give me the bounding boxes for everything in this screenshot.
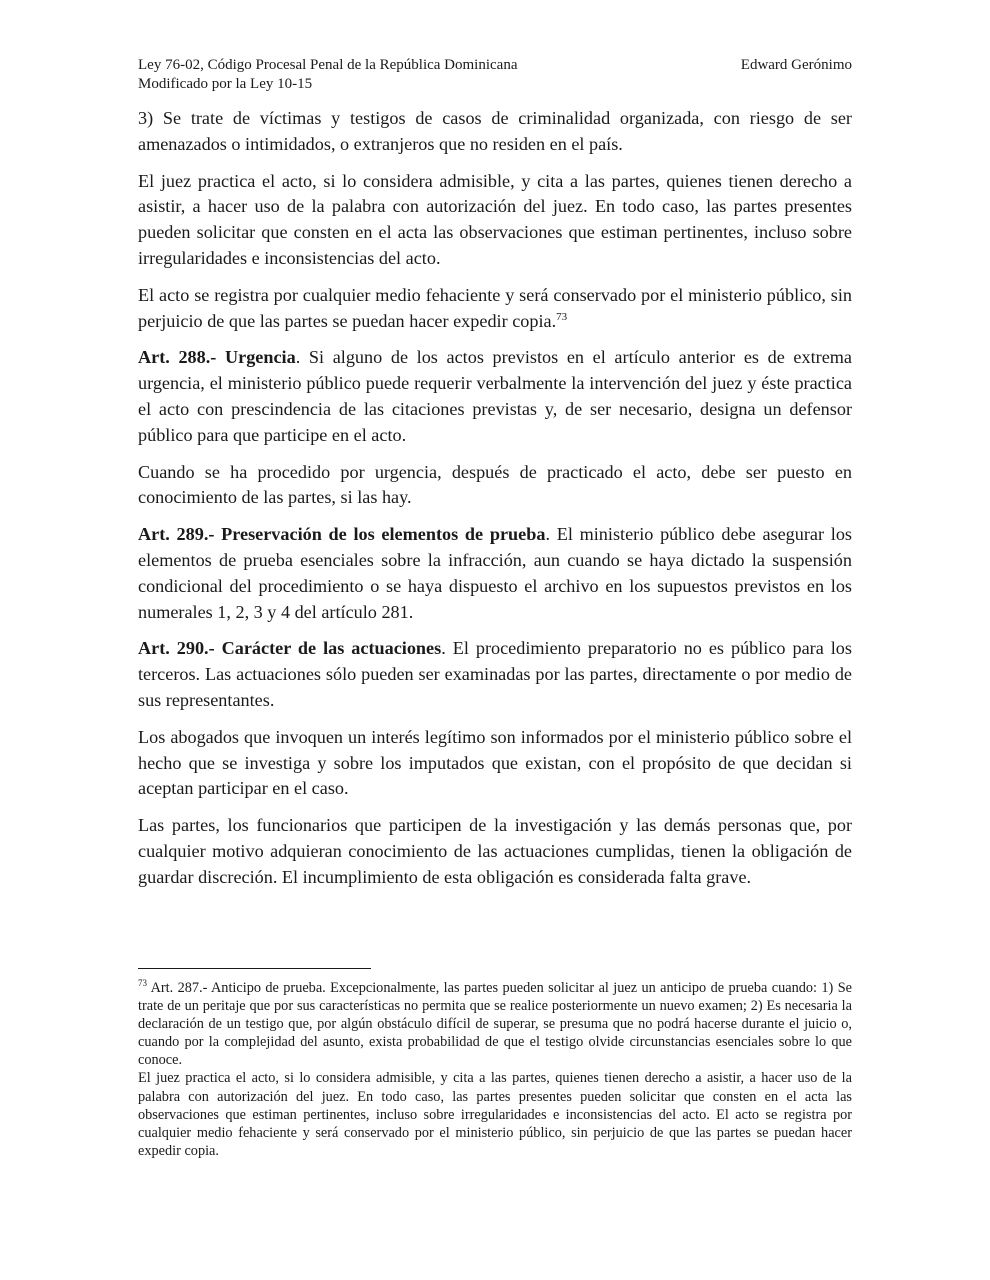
paragraph-act-registration-text: El acto se registra por cualquier medio fehaciente y será conservado por el ministerio público, sin perjuicio de que las partes se puedan hacer expedir copia. [138, 284, 852, 331]
article-290 [138, 636, 852, 713]
footnote-number: 73 [138, 978, 147, 989]
article-288-title: Art. 288.- Urgencia [138, 347, 296, 368]
article-289-text: . El ministerio público debe asegurar los elementos de prueba esenciales sobre la infracción, aun cuando se haya dictado la suspensión condicional del procedimiento o se haya dispuesto el archivo en los supuestos previstos en los numerales 1, 2, 3 y 4 del artículo 281. [138, 524, 852, 622]
paragraph-victims-witnesses: 3) Se trate de víctimas y testigos de casos de criminalidad organizada, con riesgo de ser amenazados o intimidados, o extranjeros que no residen en el país. [138, 108, 852, 154]
paragraph-urgency-procedure: Cuando se ha procedido por urgencia, después de practicado el acto, debe ser puesto en conocimiento de las partes, si las hay. [138, 461, 852, 508]
footnote-reference[interactable]: 73 [556, 310, 568, 323]
article-290-title: Art. 290.- Carácter de las actuaciones [138, 638, 442, 659]
article-288 [138, 345, 852, 448]
footnote-text-1: Art. 287.- Anticipo de prueba. Excepcionalmente, las partes pueden solicitar al juez un anticipo de prueba cuando: 1) Se trate de un peritaje que por sus características no permita que se realice posteriormente un nuevo examen; 2) Es necesaria la declaración de un testigo que, por algún obstáculo difícil de superar, se presuma que no podrá hacerse durante el juicio o, cuando por la complejidad del asunto, exista probabilidad de que el testigo olvide circunstancias esenciales sobre lo que conoce. [138, 980, 852, 1069]
article-290-text: . El procedimiento preparatorio no es público para los terceros. Las actuaciones sólo pueden ser examinadas por las partes, directamente o por medio de sus representantes. [138, 638, 852, 710]
footnote-paragraph-1 [138, 979, 852, 1069]
paragraph-discretion-obligation: Las partes, los funcionarios que participen de la investigación y las demás personas que, por cualquier motivo adquieran conocimiento de las actuaciones cumplidas, tienen la obligación de guardar discreción. El incumplimiento de esta obligación es considerada falta grave. [138, 815, 852, 887]
document-page [138, 56, 852, 902]
page-header [138, 56, 852, 94]
footnote-separator [138, 968, 371, 969]
header-title-line2: Modificado por la Ley 10-15 [138, 76, 313, 92]
header-author: Edward Gerónimo [740, 57, 852, 73]
header-title-line1: Ley 76-02, Código Procesal Penal de la República Dominicana [138, 57, 518, 73]
paragraph-act-registration [138, 283, 852, 335]
paragraph-judge-practice: El juez practica el acto, si lo considera admisible, y cita a las partes, quienes tienen derecho a asistir, a hacer uso de la palabra con autorización del juez. En todo caso, las partes presentes pueden solicitar que consten en el acta las observaciones que estiman pertinentes, incluso sobre irregularidades e inconsistencias del acto. [138, 170, 852, 268]
article-289 [138, 522, 852, 625]
footnote-paragraph-2: El juez practica el acto, si lo considera admisible, y cita a las partes, quienes tienen derecho a asistir, a hacer uso de la palabra con autorización del juez. En todo caso, las partes presentes pueden solicitar que consten en el acta las observaciones que estiman pertinentes, incluso sobre irregularidades e inconsistencias del acto. El acto se registra por cualquier medio fehaciente y será conservado por el ministerio público, sin perjuicio de que las partes se puedan hacer expedir copia. [138, 1070, 852, 1159]
article-288-text: . Si alguno de los actos previstos en el artículo anterior es de extrema urgencia, el ministerio público puede requerir verbalmente la intervención del juez y éste practica el acto con prescindencia de las citaciones previstas y, de ser necesario, designa un defensor público para que participe en el acto. [138, 347, 852, 445]
paragraph-lawyers-informed: Los abogados que invoquen un interés legítimo son informados por el ministerio público sobre el hecho que se investiga y sobre los imputados que existan, con el propósito de que decidan si aceptan participar en el caso. [138, 726, 852, 799]
article-289-title: Art. 289.- Preservación de los elementos de prueba [138, 524, 546, 545]
footnote-area [138, 979, 852, 1160]
document-body [138, 106, 852, 891]
